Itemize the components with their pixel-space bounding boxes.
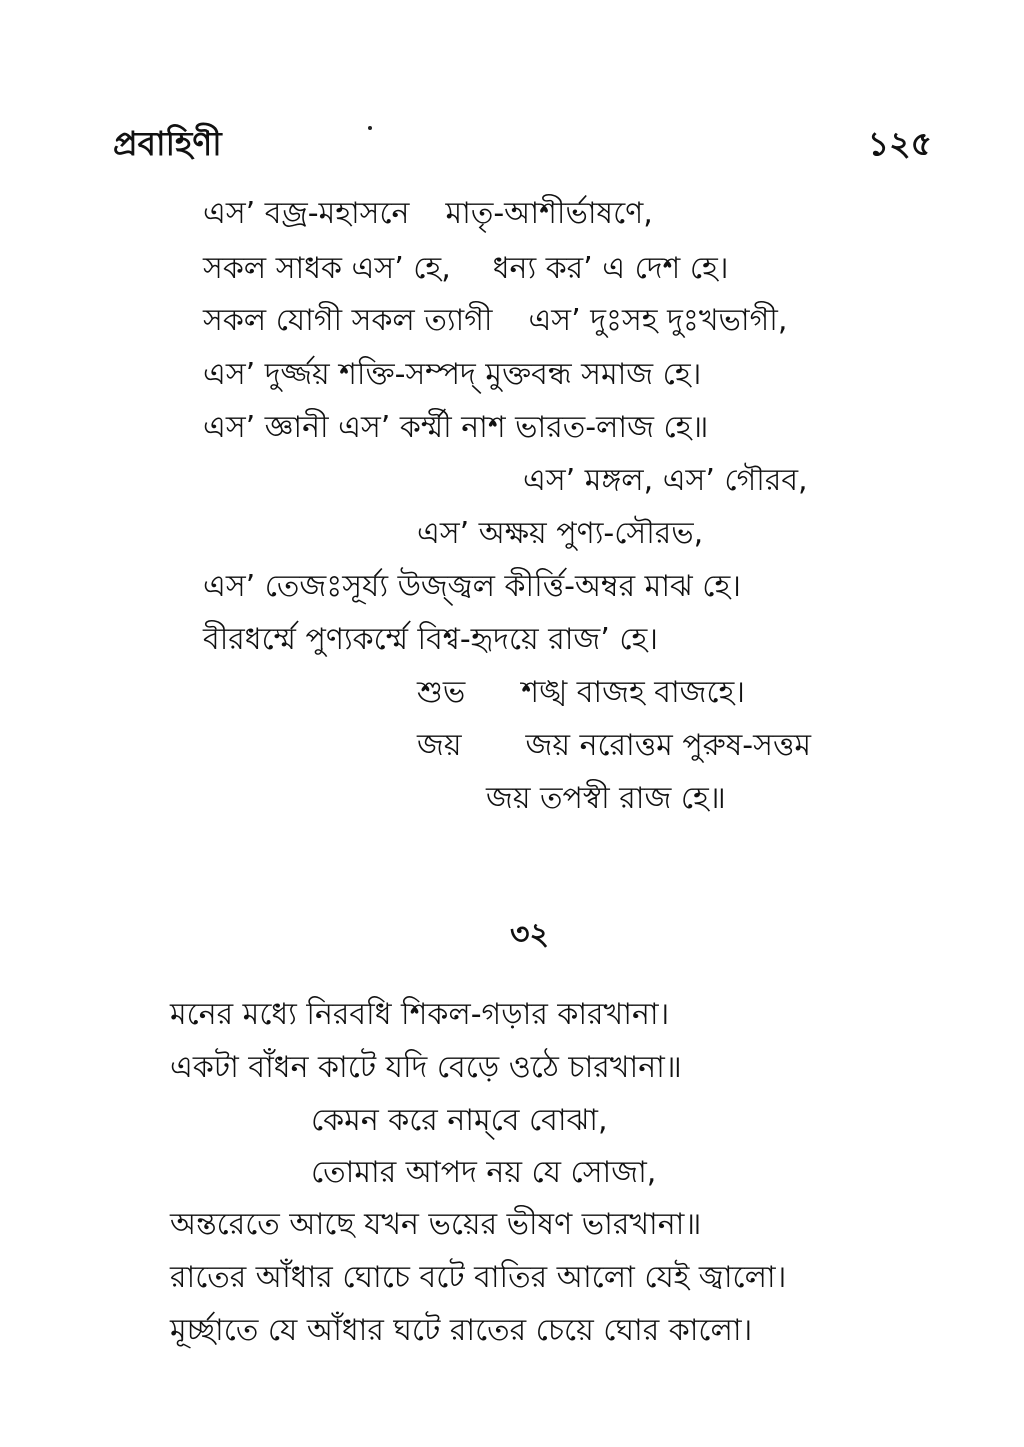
running-title: প্রবাহিণী (113, 124, 222, 163)
song32-line-6: রাতের আঁধার ঘোচে বটে বাতির আলো যেই জ্বালো। (170, 1260, 787, 1295)
print-speck (368, 126, 372, 130)
verse-line-12: জয় তপস্বী রাজ হে॥ (486, 781, 726, 816)
verse-line-9: বীরধর্ম্মে পুণ্যকর্ম্মে বিশ্ব-হৃদয়ে রাজ’ হে। (203, 622, 658, 657)
verse-line-2 (203, 249, 729, 289)
verse-line-11-part-a: জয় (417, 728, 462, 763)
song32-line-3: কেমন করে নাম্‌বে বোঝা, (311, 1103, 608, 1138)
verse-line-7: এস’ অক্ষয় পুণ্য-সৌরভ, (417, 516, 704, 551)
verse-line-3-part-a: সকল যোগী সকল ত্যাগী (203, 303, 493, 338)
verse-line-11 (417, 726, 811, 766)
verse-line-11-part-b: জয় নরোত্তম পুরুষ-সত্তম (525, 728, 812, 763)
song32-line-7: মূর্চ্ছাতে যে আঁধার ঘটে রাতের চেয়ে ঘোর কালো। (170, 1313, 753, 1348)
song-number: ৩২ (510, 917, 550, 952)
page-number: ১২৫ (867, 124, 932, 163)
verse-line-2-part-b: ধন্য কর’ এ দেশ হে। (492, 251, 729, 286)
verse-line-10-part-a: শুভ (417, 675, 466, 710)
verse-line-3-part-b: এস’ দুঃসহ দুঃখভাগী, (528, 303, 788, 338)
verse-line-4: এস’ দুর্জ্জয় শক্তি-সম্পদ্ মুক্তবন্ধ সমাজ হে। (203, 357, 702, 392)
verse-line-2-part-a: সকল সাধক এস’ হে, (203, 251, 451, 286)
song32-line-5: অন্তরেতে আছে যখন ভয়ের ভীষণ ভারখানা॥ (170, 1207, 702, 1242)
song32-line-2: একটা বাঁধন কাটে যদি বেড়ে ওঠে চারখানা॥ (170, 1050, 682, 1085)
verse-line-10 (417, 673, 745, 713)
verse-line-5: এস’ জ্ঞানী এস’ কর্ম্মী নাশ ভারত-লাজ হে॥ (203, 410, 709, 445)
song32-line-1: মনের মধ্যে নিরবধি শিকল-গড়ার কারখানা। (170, 997, 670, 1032)
verse-line-10-part-b: শঙ্খ বাজহ বাজহে। (521, 675, 746, 710)
verse-line-6: এস’ মঙ্গল, এস’ গৌরব, (523, 463, 808, 498)
verse-line-3 (203, 301, 787, 341)
verse-line-1-part-a: এস’ বজ্র-মহাসনে (203, 196, 410, 231)
verse-line-8: এস’ তেজঃসূর্য্য উজ্জ্বল কীর্ত্তি-অম্বর মাঝ হে। (203, 569, 741, 604)
verse-line-1 (203, 194, 653, 234)
song32-line-4: তোমার আপদ নয় যে সোজা, (311, 1155, 657, 1190)
verse-line-1-part-b: মাতৃ-আশীর্ভাষণে, (445, 196, 653, 231)
